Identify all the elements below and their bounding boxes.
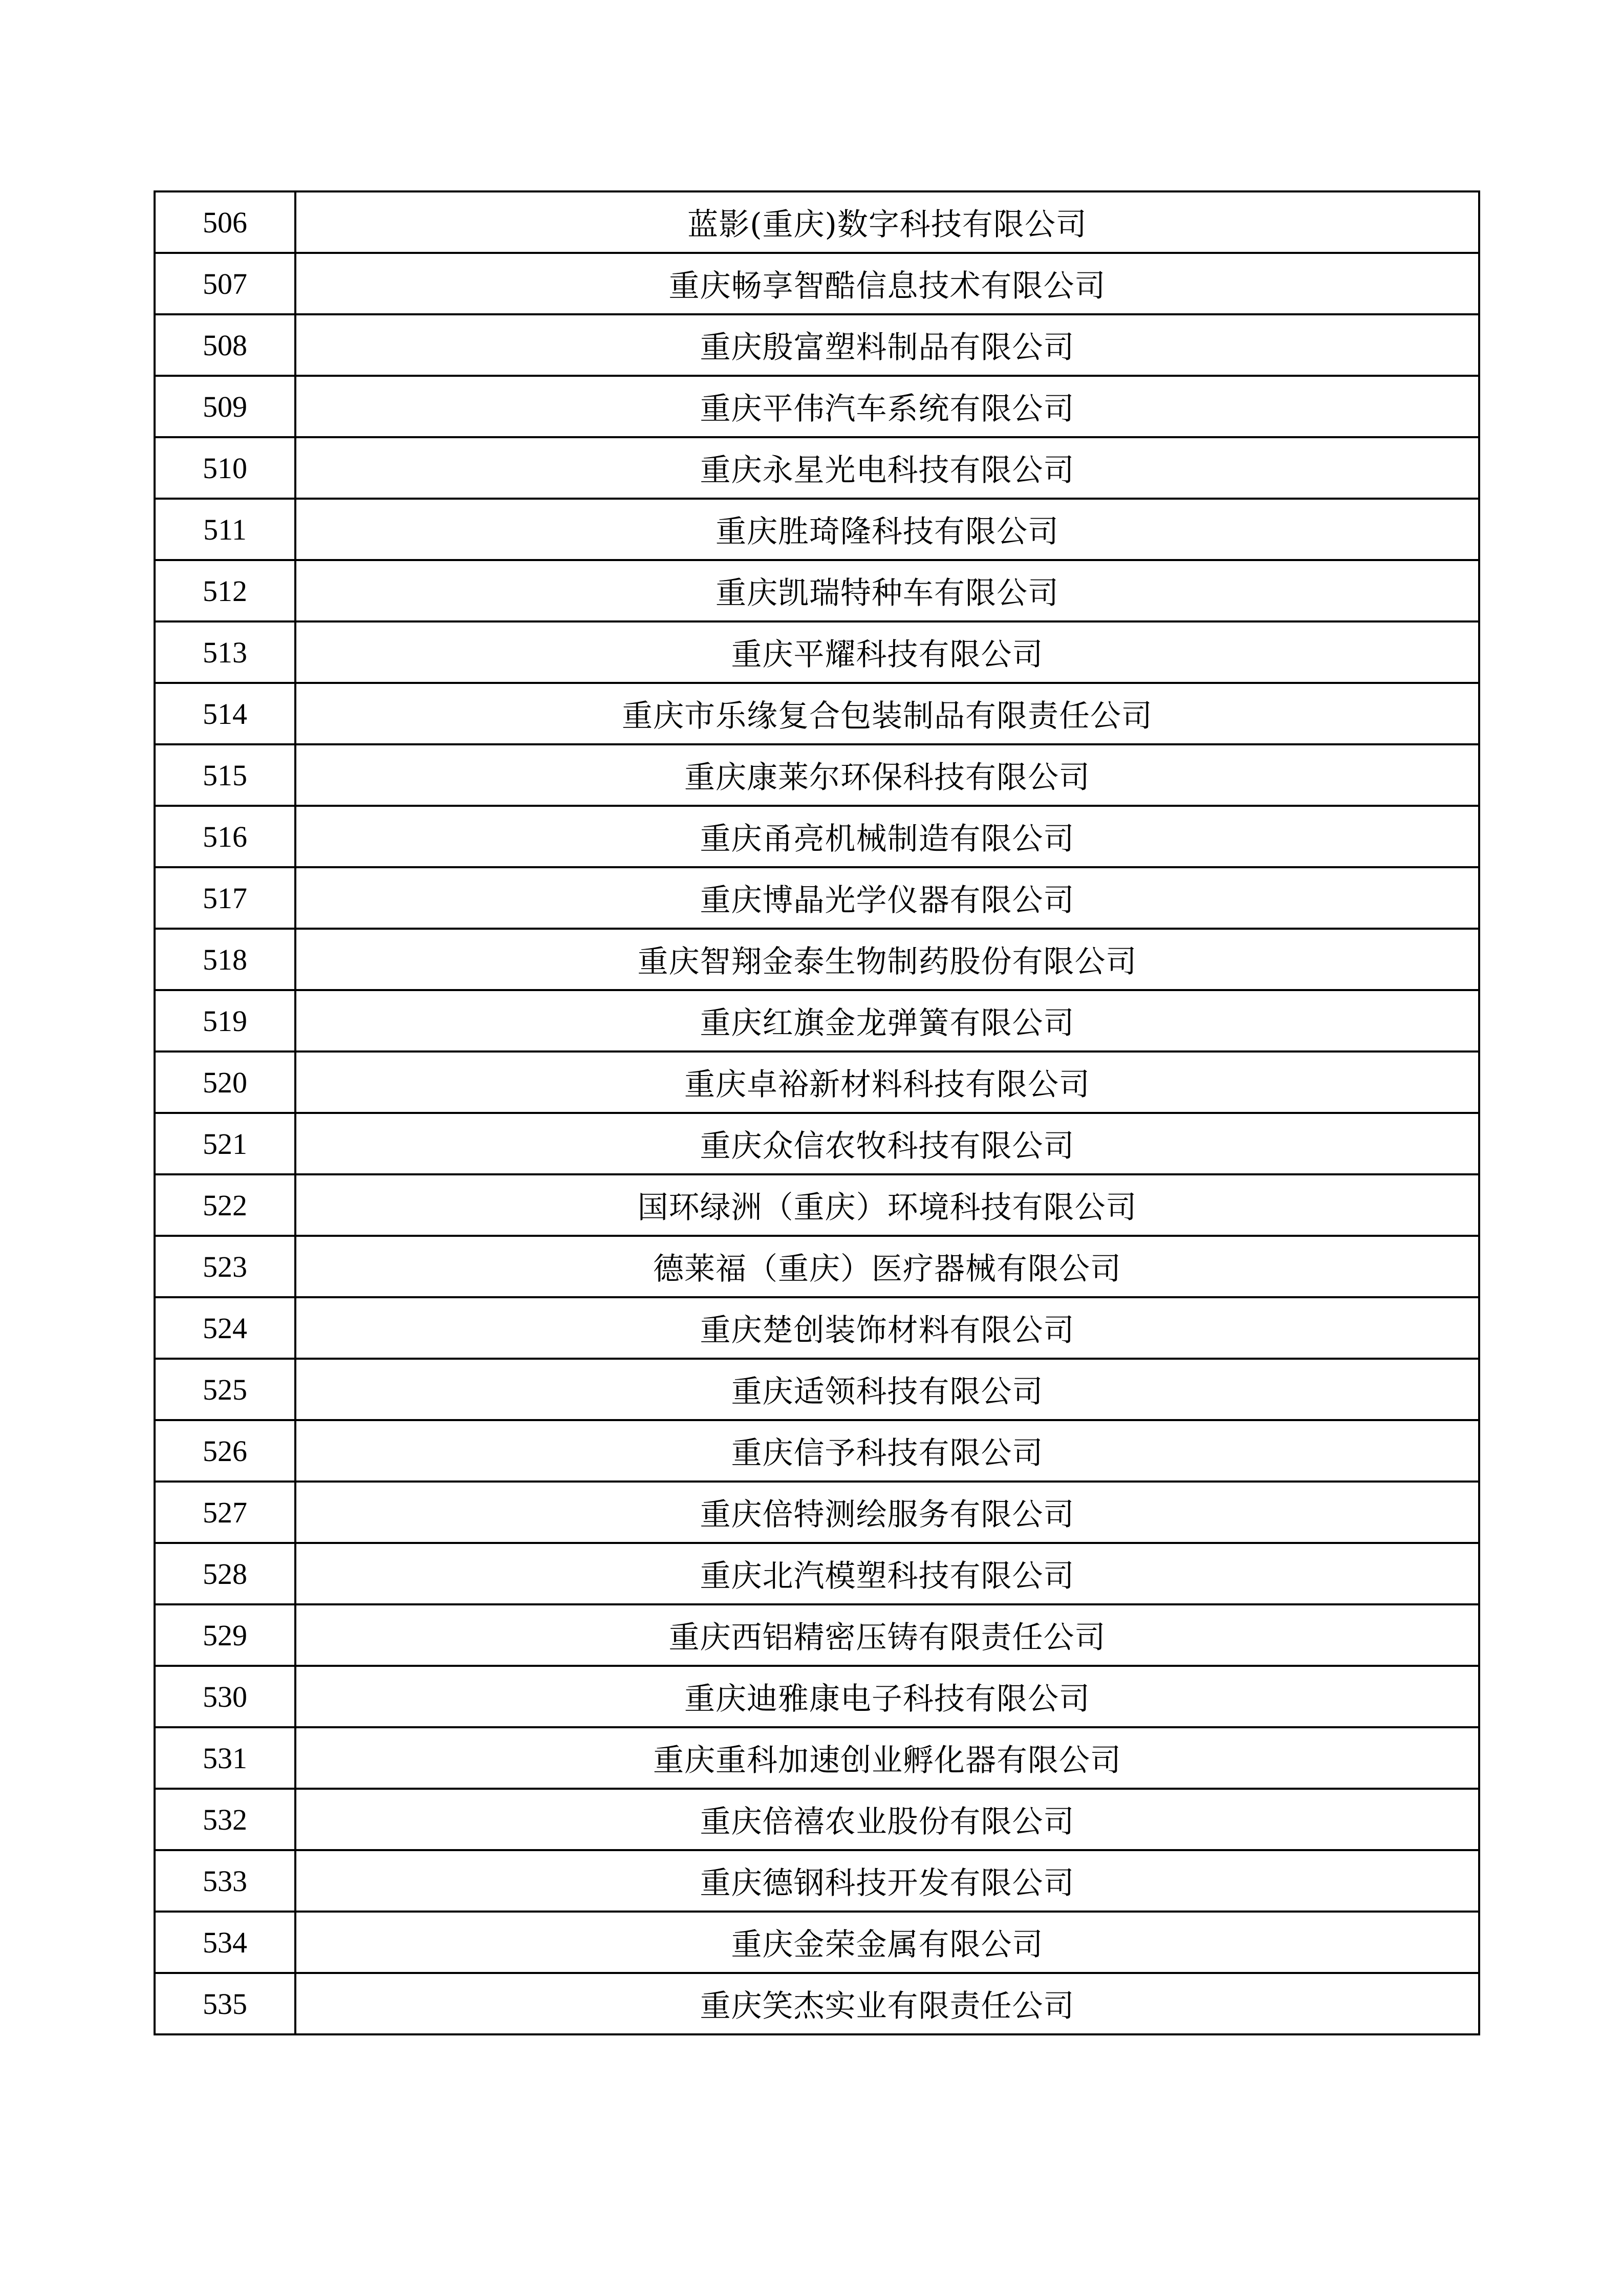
table-row [155, 1236, 1479, 1297]
company-name-cell: 重庆殷富塑料制品有限公司 [295, 314, 1479, 376]
row-number-cell: 513 [155, 621, 295, 683]
company-name-cell: 重庆凯瑞特种车有限公司 [295, 560, 1479, 621]
company-name-cell: 重庆金荣金属有限公司 [295, 1912, 1479, 1973]
company-name-cell: 重庆甬亮机械制造有限公司 [295, 806, 1479, 867]
row-number-cell: 531 [155, 1727, 295, 1789]
table-row [155, 376, 1479, 437]
row-number-cell: 512 [155, 560, 295, 621]
row-number-cell: 522 [155, 1174, 295, 1236]
table-row [155, 806, 1479, 867]
row-number-cell: 515 [155, 744, 295, 806]
table-row [155, 1727, 1479, 1789]
row-number-cell: 525 [155, 1359, 295, 1420]
table-row [155, 1912, 1479, 1973]
row-number-cell: 524 [155, 1297, 295, 1359]
row-number-cell: 534 [155, 1912, 295, 1973]
company-name-cell: 重庆信予科技有限公司 [295, 1420, 1479, 1482]
row-number-cell: 509 [155, 376, 295, 437]
table-row [155, 1789, 1479, 1850]
row-number-cell: 506 [155, 191, 295, 253]
company-name-cell: 重庆畅享智酷信息技术有限公司 [295, 253, 1479, 314]
company-name-cell: 蓝影(重庆)数字科技有限公司 [295, 191, 1479, 253]
table-row [155, 1666, 1479, 1727]
row-number-cell: 535 [155, 1973, 295, 2034]
row-number-cell: 533 [155, 1850, 295, 1912]
table-row [155, 1420, 1479, 1482]
company-name-cell: 重庆倍禧农业股份有限公司 [295, 1789, 1479, 1850]
table-row [155, 744, 1479, 806]
table-row [155, 683, 1479, 744]
row-number-cell: 518 [155, 929, 295, 990]
company-name-cell: 德莱福（重庆）医疗器械有限公司 [295, 1236, 1479, 1297]
table-row [155, 1174, 1479, 1236]
company-name-cell: 重庆卓裕新材料科技有限公司 [295, 1052, 1479, 1113]
row-number-cell: 510 [155, 437, 295, 499]
table-row [155, 437, 1479, 499]
company-name-cell: 重庆重科加速创业孵化器有限公司 [295, 1727, 1479, 1789]
row-number-cell: 516 [155, 806, 295, 867]
row-number-cell: 514 [155, 683, 295, 744]
company-list-table [154, 190, 1480, 2035]
row-number-cell: 532 [155, 1789, 295, 1850]
table-body [155, 191, 1479, 2034]
company-name-cell: 重庆市乐缘复合包装制品有限责任公司 [295, 683, 1479, 744]
table-row [155, 1297, 1479, 1359]
company-name-cell: 重庆德钢科技开发有限公司 [295, 1850, 1479, 1912]
company-name-cell: 重庆平耀科技有限公司 [295, 621, 1479, 683]
company-name-cell: 重庆笑杰实业有限责任公司 [295, 1973, 1479, 2034]
row-number-cell: 523 [155, 1236, 295, 1297]
row-number-cell: 508 [155, 314, 295, 376]
table-row [155, 929, 1479, 990]
company-name-cell: 重庆倍特测绘服务有限公司 [295, 1482, 1479, 1543]
company-name-cell: 重庆平伟汽车系统有限公司 [295, 376, 1479, 437]
company-name-cell: 重庆楚创装饰材料有限公司 [295, 1297, 1479, 1359]
table-row [155, 191, 1479, 253]
row-number-cell: 511 [155, 499, 295, 560]
table-row [155, 314, 1479, 376]
row-number-cell: 520 [155, 1052, 295, 1113]
company-name-cell: 重庆红旗金龙弹簧有限公司 [295, 990, 1479, 1052]
company-name-cell: 重庆众信农牧科技有限公司 [295, 1113, 1479, 1174]
row-number-cell: 529 [155, 1604, 295, 1666]
table-row [155, 560, 1479, 621]
row-number-cell: 517 [155, 867, 295, 929]
company-name-cell: 重庆迪雅康电子科技有限公司 [295, 1666, 1479, 1727]
table-row [155, 253, 1479, 314]
table-row [155, 1359, 1479, 1420]
company-name-cell: 国环绿洲（重庆）环境科技有限公司 [295, 1174, 1479, 1236]
row-number-cell: 519 [155, 990, 295, 1052]
row-number-cell: 527 [155, 1482, 295, 1543]
company-name-cell: 重庆智翔金泰生物制药股份有限公司 [295, 929, 1479, 990]
company-name-cell: 重庆康莱尔环保科技有限公司 [295, 744, 1479, 806]
row-number-cell: 521 [155, 1113, 295, 1174]
table-row [155, 1113, 1479, 1174]
row-number-cell: 526 [155, 1420, 295, 1482]
table-row [155, 1973, 1479, 2034]
table-row [155, 1850, 1479, 1912]
company-name-cell: 重庆北汽模塑科技有限公司 [295, 1543, 1479, 1604]
table-row [155, 621, 1479, 683]
company-name-cell: 重庆胜琦隆科技有限公司 [295, 499, 1479, 560]
table-row [155, 867, 1479, 929]
table-row [155, 1052, 1479, 1113]
table-row [155, 1604, 1479, 1666]
table-row [155, 990, 1479, 1052]
table-row [155, 499, 1479, 560]
company-name-cell: 重庆永星光电科技有限公司 [295, 437, 1479, 499]
table-row [155, 1482, 1479, 1543]
table-row [155, 1543, 1479, 1604]
company-name-cell: 重庆适领科技有限公司 [295, 1359, 1479, 1420]
row-number-cell: 528 [155, 1543, 295, 1604]
row-number-cell: 530 [155, 1666, 295, 1727]
company-name-cell: 重庆西铝精密压铸有限责任公司 [295, 1604, 1479, 1666]
company-name-cell: 重庆博晶光学仪器有限公司 [295, 867, 1479, 929]
row-number-cell: 507 [155, 253, 295, 314]
